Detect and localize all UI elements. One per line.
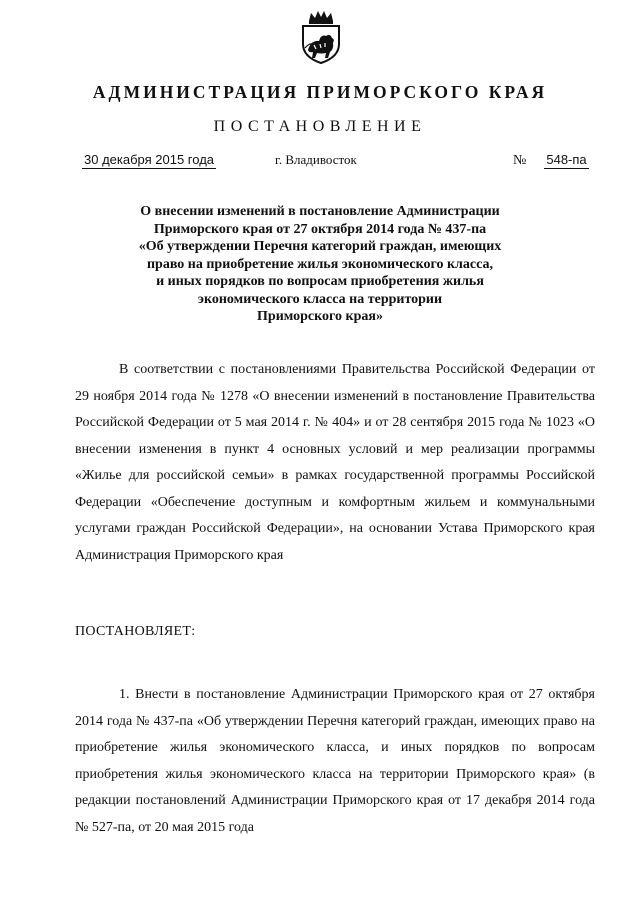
- title-line: Приморского края от 27 октября 2014 года № 437-па: [153, 221, 487, 237]
- title-line: О внесении изменений в постановление Администрации: [140, 204, 500, 219]
- number-value: 548-па: [546, 152, 587, 167]
- number-label: №: [513, 153, 527, 168]
- decree-word: ПОСТАНОВЛЯЕТ:: [75, 624, 196, 639]
- document-date: [82, 152, 216, 167]
- item-1-paragraph: 1. Внести в постановление Администрации Приморского края от 27 октября 2014 года № 437-па «Об утверждении Перечня категорий граждан, имеющих право на приобретение жилья экономического класса, и иных порядков по вопросам приобретения жилья экономического класса на территории Приморского края» (в редакции постановлений Администрации Приморского края от 17 декабря 2014 года № 527-па, от 20 мая 2015 года: [75, 687, 595, 835]
- date-value: 30 декабря 2015 года: [84, 152, 215, 167]
- primorsky-krai-coat-of-arms-icon: [299, 10, 343, 64]
- title-line: и иных порядков по вопросам приобретения жилья: [156, 274, 484, 289]
- title-line: Приморского края»: [257, 309, 383, 324]
- document-type: ПОСТАНОВЛЕНИЕ: [213, 118, 427, 135]
- document-title: [60, 203, 580, 326]
- title-line: «Об утверждении Перечня категорий граждан, имеющих: [138, 239, 502, 254]
- document-city: г. Владивосток: [275, 152, 357, 167]
- preamble-paragraph: В соответствии с постановлениями Правительства Российской Федерации от 29 ноября 2014 года № 1278 «О внесении изменений в постановление Правительства Российской Федерации от 5 мая 2014 г. № 404» и от 28 сентября 2015 года № 1023 «О внесении изменения в пункт 4 основных условий и мер реализации программы «Жилье для российской семьи» в рамках государственной программы Российской Федерации «Обеспечение доступным и комфортным жильем и коммунальными услугами граждан Российской Федерации», на основании Устава Приморского края Администрация Приморского края: [75, 362, 595, 563]
- document-number: [513, 152, 589, 169]
- title-line: право на приобретение жилья экономического класса,: [146, 256, 494, 272]
- coat-of-arms-emblem: [299, 10, 343, 64]
- title-line: экономического класса на территории: [197, 291, 443, 307]
- organization-name: АДМИНИСТРАЦИЯ ПРИМОРСКОГО КРАЯ: [92, 82, 548, 102]
